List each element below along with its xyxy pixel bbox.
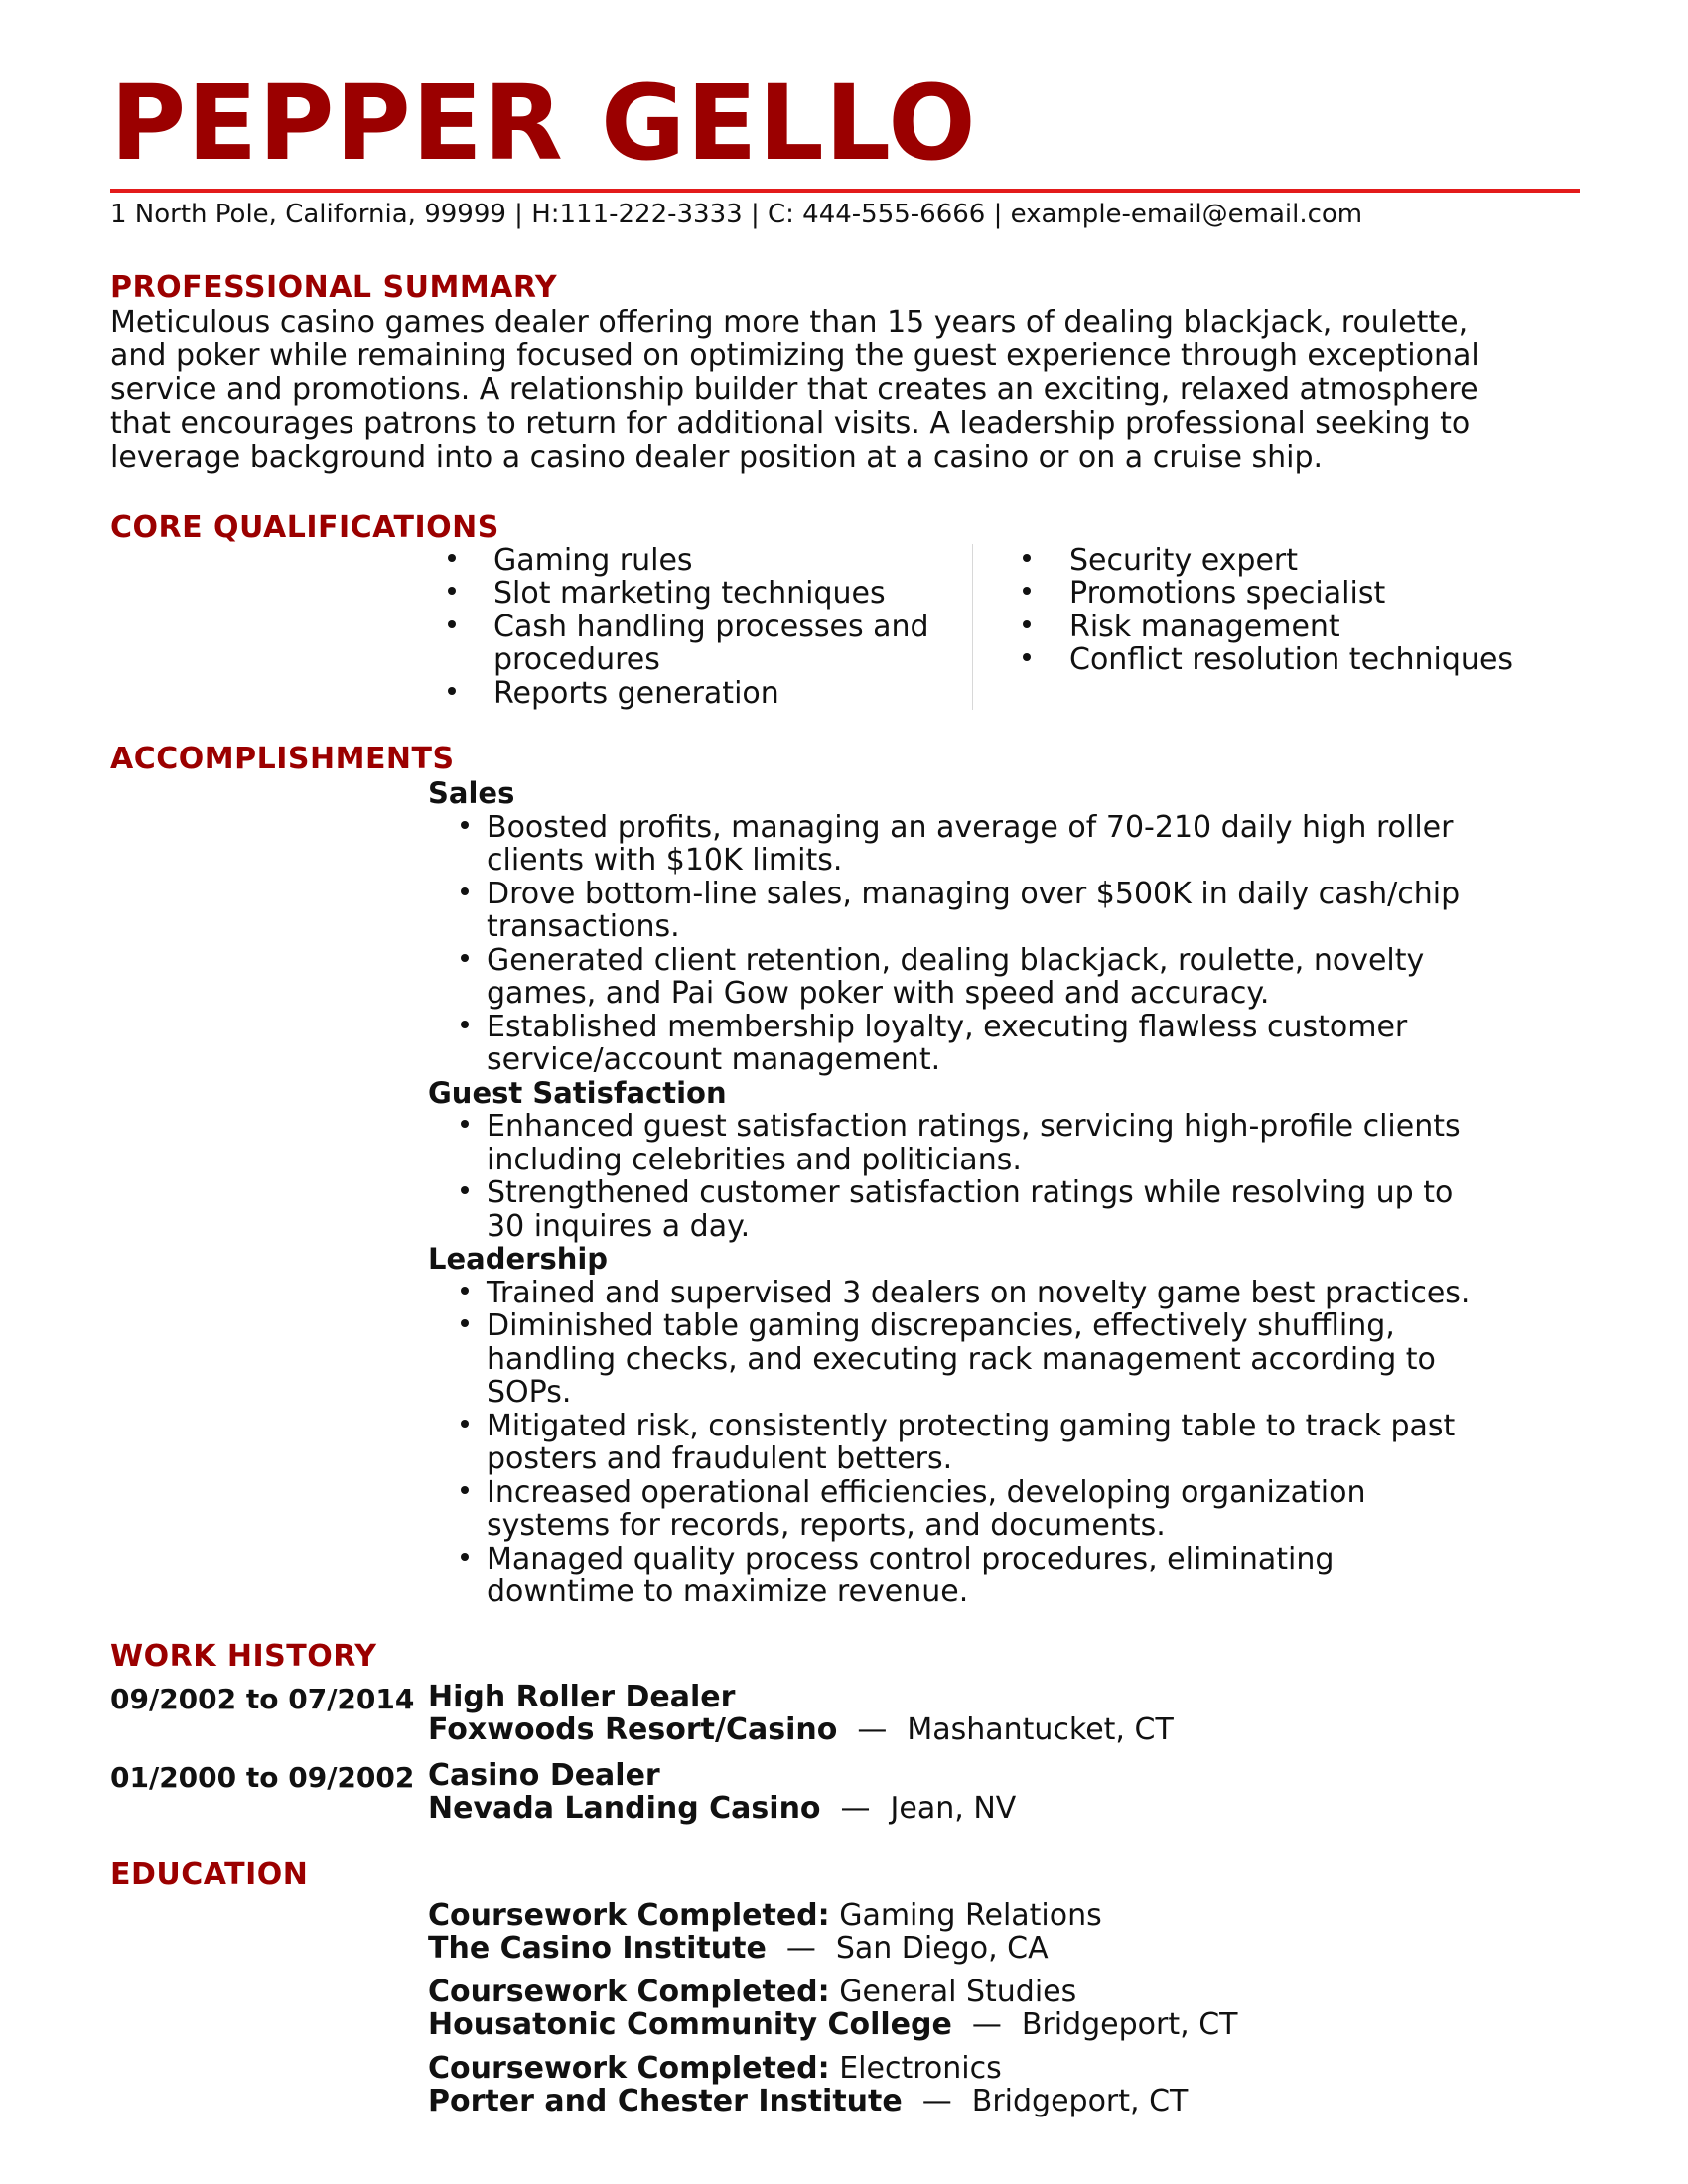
- qualification-item: Risk management: [1023, 611, 1569, 644]
- job-entry: [110, 1681, 1580, 1747]
- resume-page: [110, 63, 1580, 2128]
- dash-separator: —: [785, 1931, 816, 1967]
- job-employer: Nevada Landing Casino: [428, 1791, 821, 1827]
- coursework-field: Electronics: [839, 2050, 1002, 2086]
- accomplishment-item: Increased operational efficiencies, developing organization systems for records, reports, and documents.: [428, 1476, 1479, 1543]
- accomplishments-heading: ACCOMPLISHMENTS: [110, 742, 455, 777]
- accomplishment-item: Managed quality process control procedures, eliminating downtime to maximize revenue.: [428, 1543, 1479, 1609]
- summary-line: and poker while remaining focused on optimizing the guest experience through exceptional: [110, 338, 1479, 373]
- qualifications-columns: [448, 544, 1580, 711]
- education-entry: [428, 1899, 1580, 1966]
- dash-separator: —: [840, 1791, 871, 1827]
- work-history-heading: WORK HISTORY: [110, 1638, 377, 1674]
- accomplishment-group-title: Guest Satisfaction: [428, 1075, 727, 1110]
- summary-line: Meticulous casino games dealer offering more than 15 years of dealing blackjack, roulette,: [110, 304, 1469, 340]
- coursework-field: General Studies: [839, 1974, 1077, 2009]
- dash-separator: —: [857, 1712, 888, 1748]
- coursework-field: Gaming Relations: [839, 1897, 1102, 1933]
- dash-separator: —: [921, 2084, 952, 2119]
- job-employer: Foxwoods Resort/Casino: [428, 1712, 838, 1748]
- accomplishment-item: Enhanced guest satisfaction ratings, servicing high-profile clients including celebrities and politicians.: [428, 1110, 1479, 1176]
- qualification-item: Conflict resolution techniques: [1023, 643, 1569, 677]
- accomplishment-item: Mitigated risk, consistently protecting gaming table to track past posters and fraudulent betters.: [428, 1410, 1479, 1476]
- accomplishment-item: Established membership loyalty, executing flawless customer service/account management.: [428, 1011, 1479, 1077]
- job-location: Mashantucket, CT: [907, 1712, 1174, 1748]
- summary-heading: PROFESSIONAL SUMMARY: [110, 269, 558, 305]
- accomplishment-item: Generated client retention, dealing blackjack, roulette, novelty games, and Pai Gow poker with speed and accuracy.: [428, 944, 1479, 1011]
- summary-line: service and promotions. A relationship builder that creates an exciting, relaxed atmosphere: [110, 371, 1478, 407]
- qualifications-right-column: [972, 544, 1569, 711]
- education-heading: EDUCATION: [110, 1856, 309, 1892]
- school-location: Bridgeport, CT: [1021, 2007, 1238, 2043]
- job-dates: 01/2000 to 09/2002: [110, 1760, 415, 1794]
- accomplishment-item: Drove bottom-line sales, managing over $500K in daily cash/chip transactions.: [428, 878, 1479, 944]
- school-name: Housatonic Community College: [428, 2007, 952, 2043]
- qualification-item: Security expert: [1023, 544, 1569, 578]
- school-name: The Casino Institute: [428, 1931, 767, 1967]
- job-location: Jean, NV: [890, 1791, 1017, 1827]
- header-rule: [110, 189, 1580, 193]
- qualification-item: Cash handling processes and procedures: [448, 611, 972, 677]
- education-entry: [428, 2052, 1580, 2118]
- accomplishment-item: Trained and supervised 3 dealers on novelty game best practices.: [428, 1277, 1479, 1310]
- qualification-item: Gaming rules: [448, 544, 972, 578]
- education-list: [428, 1899, 1580, 2118]
- coursework-label: Coursework Completed:: [428, 1897, 830, 1933]
- qualification-item: Reports generation: [448, 677, 972, 711]
- qualification-item: Slot marketing techniques: [448, 577, 972, 611]
- summary-line: leverage background into a casino dealer position at a casino or on a cruise ship.: [110, 439, 1324, 475]
- qualifications-left-column: [448, 544, 972, 711]
- dash-separator: —: [971, 2007, 1002, 2043]
- accomplishment-group-title: Leadership: [428, 1242, 609, 1277]
- job-dates: 09/2002 to 07/2014: [110, 1682, 415, 1715]
- education-entry: [428, 1976, 1580, 2042]
- coursework-label: Coursework Completed:: [428, 2050, 830, 2086]
- coursework-label: Coursework Completed:: [428, 1974, 830, 2009]
- qualifications-heading: CORE QUALIFICATIONS: [110, 509, 499, 545]
- candidate-name: PEPPER GELLO: [110, 63, 977, 184]
- qualification-item: Promotions specialist: [1023, 577, 1569, 611]
- accomplishment-item: Diminished table gaming discrepancies, effectively shuffling, handling checks, and executing rack management according to SOPs.: [428, 1309, 1479, 1410]
- job-title: High Roller Dealer: [428, 1679, 736, 1714]
- job-entry: [110, 1759, 1580, 1826]
- job-title: Casino Dealer: [428, 1757, 660, 1793]
- summary-line: that encourages patrons to return for additional visits. A leadership professional seeking to: [110, 405, 1471, 441]
- contact-line: 1 North Pole, California, 99999 | H:111-222-3333 | C: 444-555-6666 | example-email@email.com: [110, 200, 1363, 229]
- school-location: Bridgeport, CT: [971, 2084, 1189, 2119]
- accomplishment-item: Boosted profits, managing an average of 70-210 daily high roller clients with $10K limits.: [428, 811, 1479, 878]
- school-location: San Diego, CA: [835, 1931, 1049, 1967]
- school-name: Porter and Chester Institute: [428, 2084, 903, 2119]
- summary-text: [110, 306, 1500, 475]
- accomplishment-group-title: Sales: [428, 776, 515, 811]
- accomplishments-list: [428, 777, 1580, 1609]
- accomplishment-item: Strengthened customer satisfaction ratings while resolving up to 30 inquires a day.: [428, 1176, 1479, 1243]
